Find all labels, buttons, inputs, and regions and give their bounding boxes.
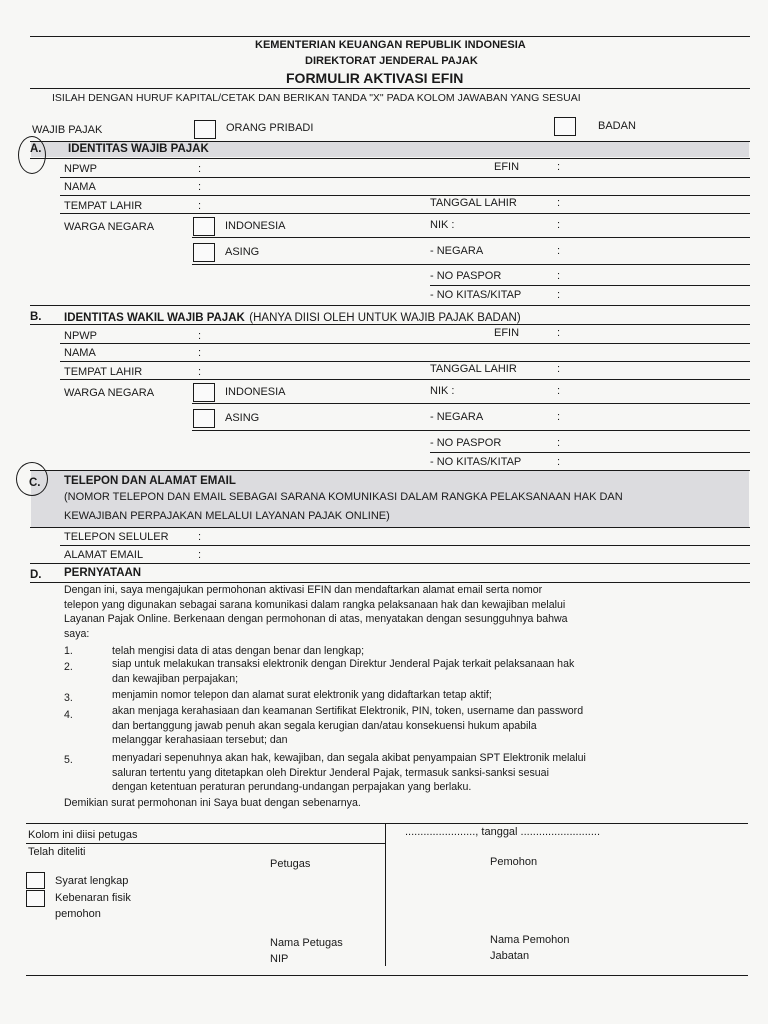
b-asing-label: ASING [225, 412, 260, 424]
statement-item-text [112, 704, 583, 748]
b-row-rule [60, 361, 750, 362]
statement-item-number: 5. [64, 754, 73, 766]
a-npwp-colon: : [198, 163, 202, 175]
individual-label: ORANG PRIBADI [226, 122, 314, 134]
top-rule [30, 36, 750, 37]
a-row-rule [192, 237, 750, 238]
c-telepon-colon: : [198, 531, 202, 543]
statement-item-line: dan bertanggung jawab penuh akan segala kerugian dan/atau konsekuensi hukum apabila [112, 719, 537, 732]
b-warga-negara-label: WARGA NEGARA [64, 387, 155, 399]
b-negara-label: - NEGARA [430, 411, 484, 423]
section-d-top-rule [30, 563, 750, 564]
section-b-top-rule [30, 305, 750, 306]
applicant-position-label: Jabatan [490, 950, 530, 962]
a-npwp-label: NPWP [64, 163, 97, 175]
directorate-name: DIREKTORAT JENDERAL PAJAK [305, 55, 478, 67]
b-tanggal-lahir-colon: : [557, 363, 561, 375]
c-row-rule [60, 545, 750, 546]
a-negara-colon: : [557, 245, 561, 257]
section-d-title: PERNYATAAN [64, 567, 142, 579]
officer-petugas-label: Petugas [270, 858, 311, 870]
statement-intro [64, 583, 568, 641]
a-indonesia-label: INDONESIA [225, 220, 286, 232]
section-a-title: IDENTITAS WAJIB PAJAK [68, 143, 209, 155]
kebenaran-fisik-label-2: pemohon [55, 908, 101, 920]
statement-item-line: dengan ketentuan peraturan perundang-undangan perpajakan yang berlaku. [112, 781, 472, 794]
b-npwp-colon: : [198, 330, 202, 342]
statement-item-line: menyadari sepenuhnya akan hak, kewajiban, dan segala akibat penyampaian SPT Elektronik melalui [112, 752, 586, 764]
entity-checkbox[interactable] [554, 117, 576, 136]
b-tempat-lahir-label: TEMPAT LAHIR [64, 366, 143, 378]
section-b-letter: B. [30, 311, 42, 323]
statement-item-text [112, 657, 574, 686]
statement-item-line: dan kewajiban perpajakan; [112, 672, 239, 685]
taxpayer-type-label: WAJIB PAJAK [32, 124, 103, 136]
b-row-rule [192, 430, 750, 431]
officer-heading-rule [26, 843, 385, 844]
b-nik-label: NIK : [430, 385, 455, 397]
a-asing-label: ASING [225, 246, 260, 258]
a-nik-colon: : [557, 219, 561, 231]
form-instruction: ISILAH DENGAN HURUF KAPITAL/CETAK DAN BERIKAN TANDA "X" PADA KOLOM JAWABAN YANG SESUAI [52, 92, 581, 104]
b-no-kitas-colon: : [557, 456, 561, 468]
b-tanggal-lahir-label: TANGGAL LAHIR [430, 363, 517, 375]
statement-item-number: 1. [64, 645, 73, 657]
syarat-lengkap-label: Syarat lengkap [55, 875, 129, 887]
b-nama-label: NAMA [64, 347, 96, 359]
section-b-title-note: (HANYA DIISI OLEH UNTUK WAJIB PAJAK BADAN) [249, 312, 521, 324]
officer-checked-label: Telah diteliti [28, 846, 86, 858]
b-no-paspor-label: - NO PASPOR [430, 437, 502, 449]
applicant-name-label: Nama Pemohon [490, 934, 570, 946]
b-row-rule [60, 343, 750, 344]
a-efin-colon: : [557, 161, 561, 173]
b-tempat-lahir-colon: : [198, 366, 202, 378]
statement-intro-line: Dengan ini, saya mengajukan permohonan aktivasi EFIN dan mendaftarkan alamat email serta nomor [64, 584, 543, 596]
form-title: FORMULIR AKTIVASI EFIN [286, 70, 464, 86]
b-efin-label: EFIN [494, 327, 520, 339]
a-no-paspor-colon: : [557, 270, 561, 282]
b-npwp-label: NPWP [64, 330, 97, 342]
section-c-bar-rule [30, 527, 750, 528]
a-asing-checkbox[interactable] [193, 243, 215, 262]
section-a-bar-rule [30, 158, 750, 159]
a-row-rule [60, 177, 750, 178]
statement-intro-line: saya: [64, 627, 90, 640]
officer-name-label: Nama Petugas [270, 937, 343, 949]
b-indonesia-checkbox[interactable] [193, 383, 215, 402]
b-indonesia-label: INDONESIA [225, 386, 286, 398]
a-no-kitas-colon: : [557, 289, 561, 301]
b-row-rule [430, 452, 750, 453]
entity-label: BADAN [598, 120, 636, 132]
section-c-title: TELEPON DAN ALAMAT EMAIL [64, 475, 236, 487]
a-no-paspor-label: - NO PASPOR [430, 270, 502, 282]
statement-item-line: saluran tertentu yang ditetapkan oleh Direktur Jenderal Pajak, termasuk sanksi-sanksi sesuai [112, 766, 549, 779]
statement-item-text [112, 688, 492, 703]
a-tanggal-lahir-colon: : [557, 197, 561, 209]
kebenaran-fisik-label: Kebenaran fisik [55, 892, 131, 904]
statement-item-line: menjamin nomor telepon dan alamat surat elektronik yang didaftarkan tetap aktif; [112, 689, 492, 701]
section-b-title-rule [30, 324, 750, 325]
applicant-pemohon-label: Pemohon [490, 856, 538, 868]
statement-closing: Demikian surat permohonan ini Saya buat dengan sebenarnya. [64, 797, 361, 809]
officer-heading: Kolom ini diisi petugas [28, 829, 138, 841]
statement-item-number: 2. [64, 661, 73, 673]
signature-top-rule [26, 823, 748, 824]
section-a-circle-mark [18, 136, 46, 174]
statement-item-line: akan menjaga kerahasiaan dan keamanan Sertifikat Elektronik, PIN, token, username dan password [112, 705, 584, 717]
statement-item-text [112, 751, 586, 795]
b-efin-colon: : [557, 327, 561, 339]
statement-item-number: 3. [64, 692, 73, 704]
c-email-colon: : [198, 549, 202, 561]
a-nama-label: NAMA [64, 181, 96, 193]
section-a-letter: A. [30, 143, 42, 155]
a-row-rule [60, 213, 750, 214]
c-email-label: ALAMAT EMAIL [64, 549, 144, 561]
statement-item-number: 4. [64, 709, 73, 721]
a-tempat-lahir-label: TEMPAT LAHIR [64, 200, 143, 212]
section-c-note-line1: (NOMOR TELEPON DAN EMAIL SEBAGAI SARANA KOMUNIKASI DALAM RANGKA PELAKSANAAN HAK DAN [64, 491, 623, 503]
b-no-paspor-colon: : [557, 437, 561, 449]
b-nama-colon: : [198, 347, 202, 359]
a-nama-colon: : [198, 181, 202, 193]
c-telepon-label: TELEPON SELULER [64, 531, 169, 543]
officer-nip-label: NIP [270, 953, 289, 965]
a-indonesia-checkbox[interactable] [193, 217, 215, 236]
a-nik-label: NIK : [430, 219, 455, 231]
b-no-kitas-label: - NO KITAS/KITAP [430, 456, 522, 468]
title-rule [30, 88, 750, 89]
a-no-kitas-label: - NO KITAS/KITAP [430, 289, 522, 301]
b-negara-colon: : [557, 411, 561, 423]
b-row-rule [192, 403, 750, 404]
statement-intro-line: Layanan Pajak Online. Berkenaan dengan permohonan di atas, menyatakan dengan sesungguhnya bahwa [64, 613, 568, 626]
b-row-rule [60, 379, 750, 380]
kebenaran-fisik-checkbox[interactable] [26, 890, 45, 907]
statement-item-line: siap untuk melakukan transaksi elektronik dengan Direktur Jenderal Pajak terkait pelaksanaan hak [112, 658, 575, 670]
statement-item-line: telah mengisi data di atas dengan benar dan lengkap; [112, 645, 365, 657]
a-negara-label: - NEGARA [430, 245, 484, 257]
a-row-rule [192, 264, 750, 265]
section-b-title: IDENTITAS WAKIL WAJIB PAJAK [64, 312, 245, 324]
signature-divider [385, 824, 386, 966]
a-warga-negara-label: WARGA NEGARA [64, 221, 155, 233]
applicant-date-line: ......................., tanggal .......................... [405, 826, 601, 838]
b-nik-colon: : [557, 385, 561, 397]
a-tanggal-lahir-label: TANGGAL LAHIR [430, 197, 517, 209]
ministry-name: KEMENTERIAN KEUANGAN REPUBLIK INDONESIA [255, 39, 526, 51]
a-efin-label: EFIN [494, 161, 520, 173]
a-row-rule [430, 285, 750, 286]
a-row-rule [60, 195, 750, 196]
bottom-rule [26, 975, 748, 976]
section-c-note-line2: KEWAJIBAN PERPAJAKAN MELALUI LAYANAN PAJAK ONLINE) [64, 510, 390, 522]
syarat-lengkap-checkbox[interactable] [26, 872, 45, 889]
section-d-letter: D. [30, 569, 42, 581]
a-tempat-lahir-colon: : [198, 200, 202, 212]
b-asing-checkbox[interactable] [193, 409, 215, 428]
statement-intro-line: telepon yang digunakan sebagai sarana komunikasi dalam rangka pelaksanaan hak dan kewajiban melalui [64, 598, 566, 611]
section-c-letter: C. [29, 477, 41, 489]
statement-item-line: melanggar kerahasiaan tersebut; dan [112, 734, 288, 747]
individual-checkbox[interactable] [194, 120, 216, 139]
